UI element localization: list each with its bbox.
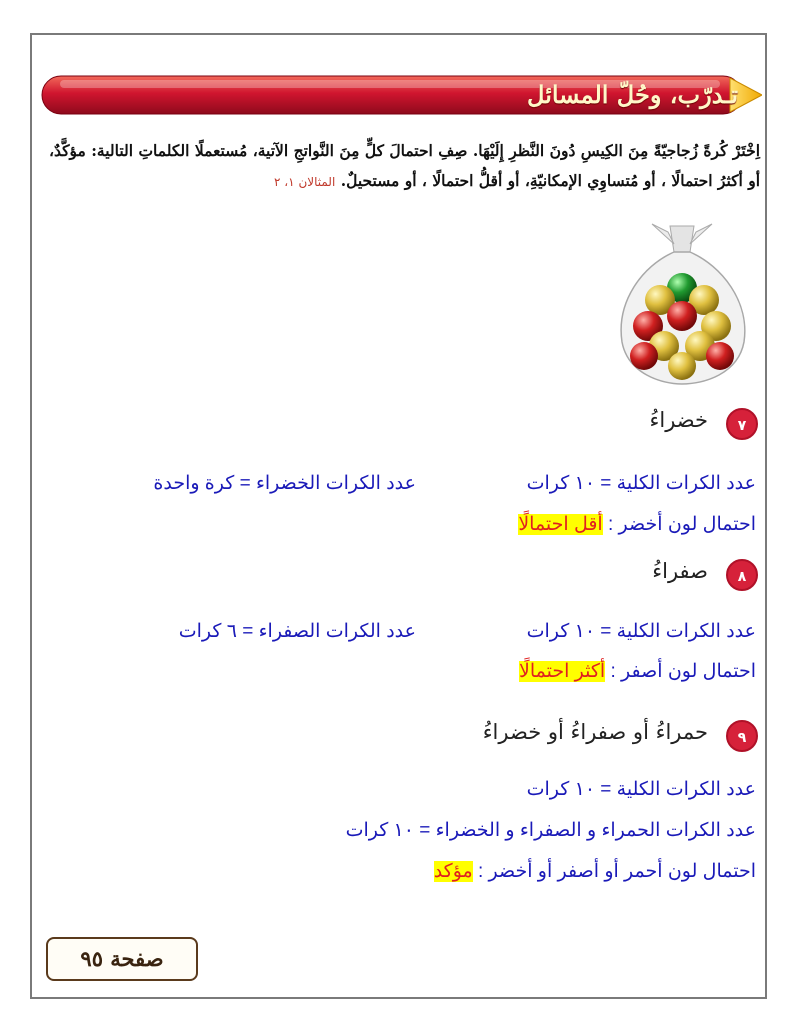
probability-line [519, 660, 756, 683]
marble-bag-image [612, 222, 752, 386]
probability-answer: مؤكد [433, 861, 473, 882]
question-label: خضراءُ [649, 408, 708, 432]
color-count-line: عدد الكرات الخضراء = كرة واحدة [153, 473, 416, 494]
example-reference: المثالان ١، ٢ [274, 175, 336, 189]
page-number-label: صفحة ٩٥ [46, 937, 198, 981]
probability-prefix: احتمال لون أخضر : [602, 514, 756, 535]
probability-answer: أقل احتمالًا [518, 514, 603, 535]
question-label: حمراءُ أو صفراءُ أو خضراءُ [482, 720, 708, 744]
total-marbles-line: عدد الكرات الكلية = ١٠ كرات [526, 621, 756, 642]
probability-prefix: احتمال لون أحمر أو أصفر أو أخضر : [472, 861, 756, 882]
question-label: صفراءُ [652, 559, 708, 583]
instructions [48, 136, 760, 197]
probability-line [434, 860, 756, 883]
probability-prefix: احتمال لون أصفر : [605, 661, 756, 682]
probability-line [518, 513, 756, 536]
banner-title: تـدرّب، وحُلّ المسائل [527, 80, 738, 109]
instructions-text: اِخْتَرْ كُرةً زُجاجيّةً مِنَ الكِيسِ دُونَ النَّظرِ إِلَيْهَا. صِفِ احتمالَ كلٍّ مِنَ النَّواتجِ الآتية، مُستعملًا الكلماتِ التالية: مؤكَّدٌ، أو أكثرُ احتمالًا ، أو مُتساوِي الإمكانيّةِ، أو أقلُّ احتمالًا ، أو مستحيلٌ. [48, 141, 760, 190]
probability-answer: أكثر احتمالًا [519, 661, 606, 682]
total-marbles-line: عدد الكرات الكلية = ١٠ كرات [526, 473, 756, 494]
color-count-line: عدد الكرات الحمراء و الصفراء و الخضراء = ١٠ كرات [345, 820, 756, 841]
question-number-badge: ٨ [726, 559, 758, 591]
color-count-line: عدد الكرات الصفراء = ٦ كرات [178, 621, 416, 642]
total-marbles-line: عدد الكرات الكلية = ١٠ كرات [526, 779, 756, 800]
question-number-badge: ٩ [726, 720, 758, 752]
question-number-badge: ٧ [726, 408, 758, 440]
